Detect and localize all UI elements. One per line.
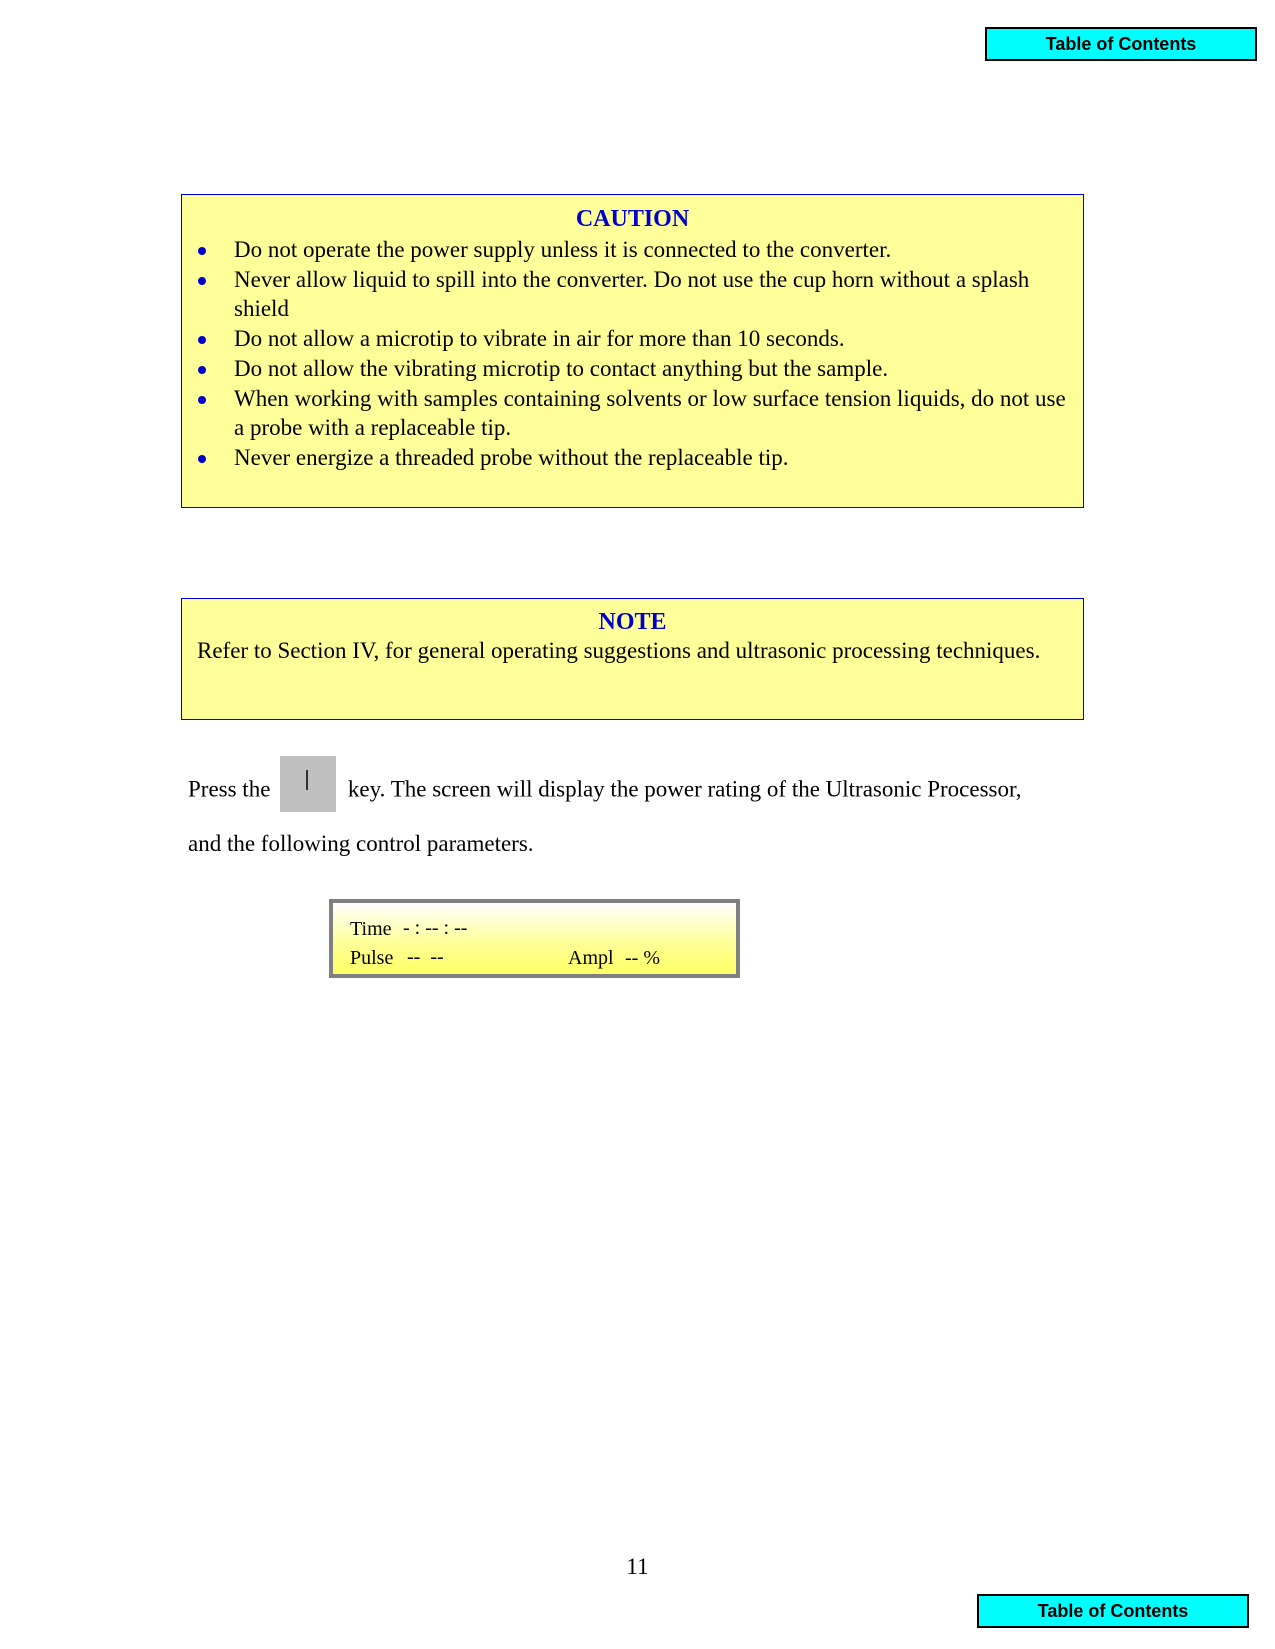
caution-item bbox=[182, 235, 1083, 264]
bullet-icon bbox=[198, 336, 206, 344]
note-text: Refer to Section IV, for general operating suggestions and ultrasonic processing techniques. bbox=[197, 638, 1041, 663]
caution-item-text: Do not allow a microtip to vibrate in air for more than 10 seconds. bbox=[234, 326, 845, 351]
caution-item-text: Never energize a threaded probe without the replaceable tip. bbox=[234, 445, 789, 470]
lcd-time-value: - : -- : -- bbox=[403, 917, 468, 939]
note-box bbox=[181, 598, 1084, 720]
table-of-contents-button-bottom[interactable]: Table of Contents bbox=[977, 1594, 1249, 1628]
power-key-glyph bbox=[306, 770, 308, 790]
lcd-time-label: Time bbox=[350, 918, 392, 940]
bullet-icon bbox=[198, 366, 206, 374]
caution-item bbox=[182, 324, 1083, 353]
caution-item bbox=[182, 384, 1083, 442]
page-number: 11 bbox=[626, 1554, 649, 1579]
instruction-text-after-key: key. The screen will display the power rating of the Ultrasonic Processor, bbox=[347, 776, 1022, 802]
power-key-icon[interactable] bbox=[280, 756, 336, 812]
caution-item-text: Do not allow the vibrating microtip to contact anything but the sample. bbox=[234, 356, 889, 381]
lcd-ampl-value: -- % bbox=[625, 947, 660, 969]
table-of-contents-button-top[interactable]: Table of Contents bbox=[985, 27, 1257, 61]
bullet-icon bbox=[198, 277, 206, 285]
caution-item-text: Do not operate the power supply unless it is connected to the converter. bbox=[234, 237, 892, 262]
caution-list bbox=[182, 235, 1083, 473]
lcd-ampl-label: Ampl bbox=[568, 947, 614, 969]
caution-title: CAUTION bbox=[575, 206, 690, 232]
bullet-icon bbox=[198, 455, 206, 463]
lcd-display bbox=[329, 899, 740, 978]
instruction-line-1 bbox=[188, 770, 1098, 812]
caution-item bbox=[182, 265, 1083, 323]
caution-item bbox=[182, 443, 1083, 472]
caution-item bbox=[182, 354, 1083, 383]
instruction-text-before-key: Press the bbox=[188, 776, 271, 802]
lcd-pulse-label: Pulse bbox=[350, 947, 394, 969]
caution-item-text: When working with samples containing solvents or low surface tension liquids, do not use a probe with a replaceable tip. bbox=[234, 386, 1066, 440]
lcd-pulse-value: -- -- bbox=[407, 946, 444, 968]
note-title: NOTE bbox=[598, 609, 667, 635]
caution-box bbox=[181, 194, 1084, 508]
instruction-line-2: and the following control parameters. bbox=[188, 831, 534, 856]
caution-item-text: Never allow liquid to spill into the converter. Do not use the cup horn without a splash shield bbox=[234, 267, 1030, 321]
bullet-icon bbox=[198, 247, 206, 255]
bullet-icon bbox=[198, 396, 206, 404]
